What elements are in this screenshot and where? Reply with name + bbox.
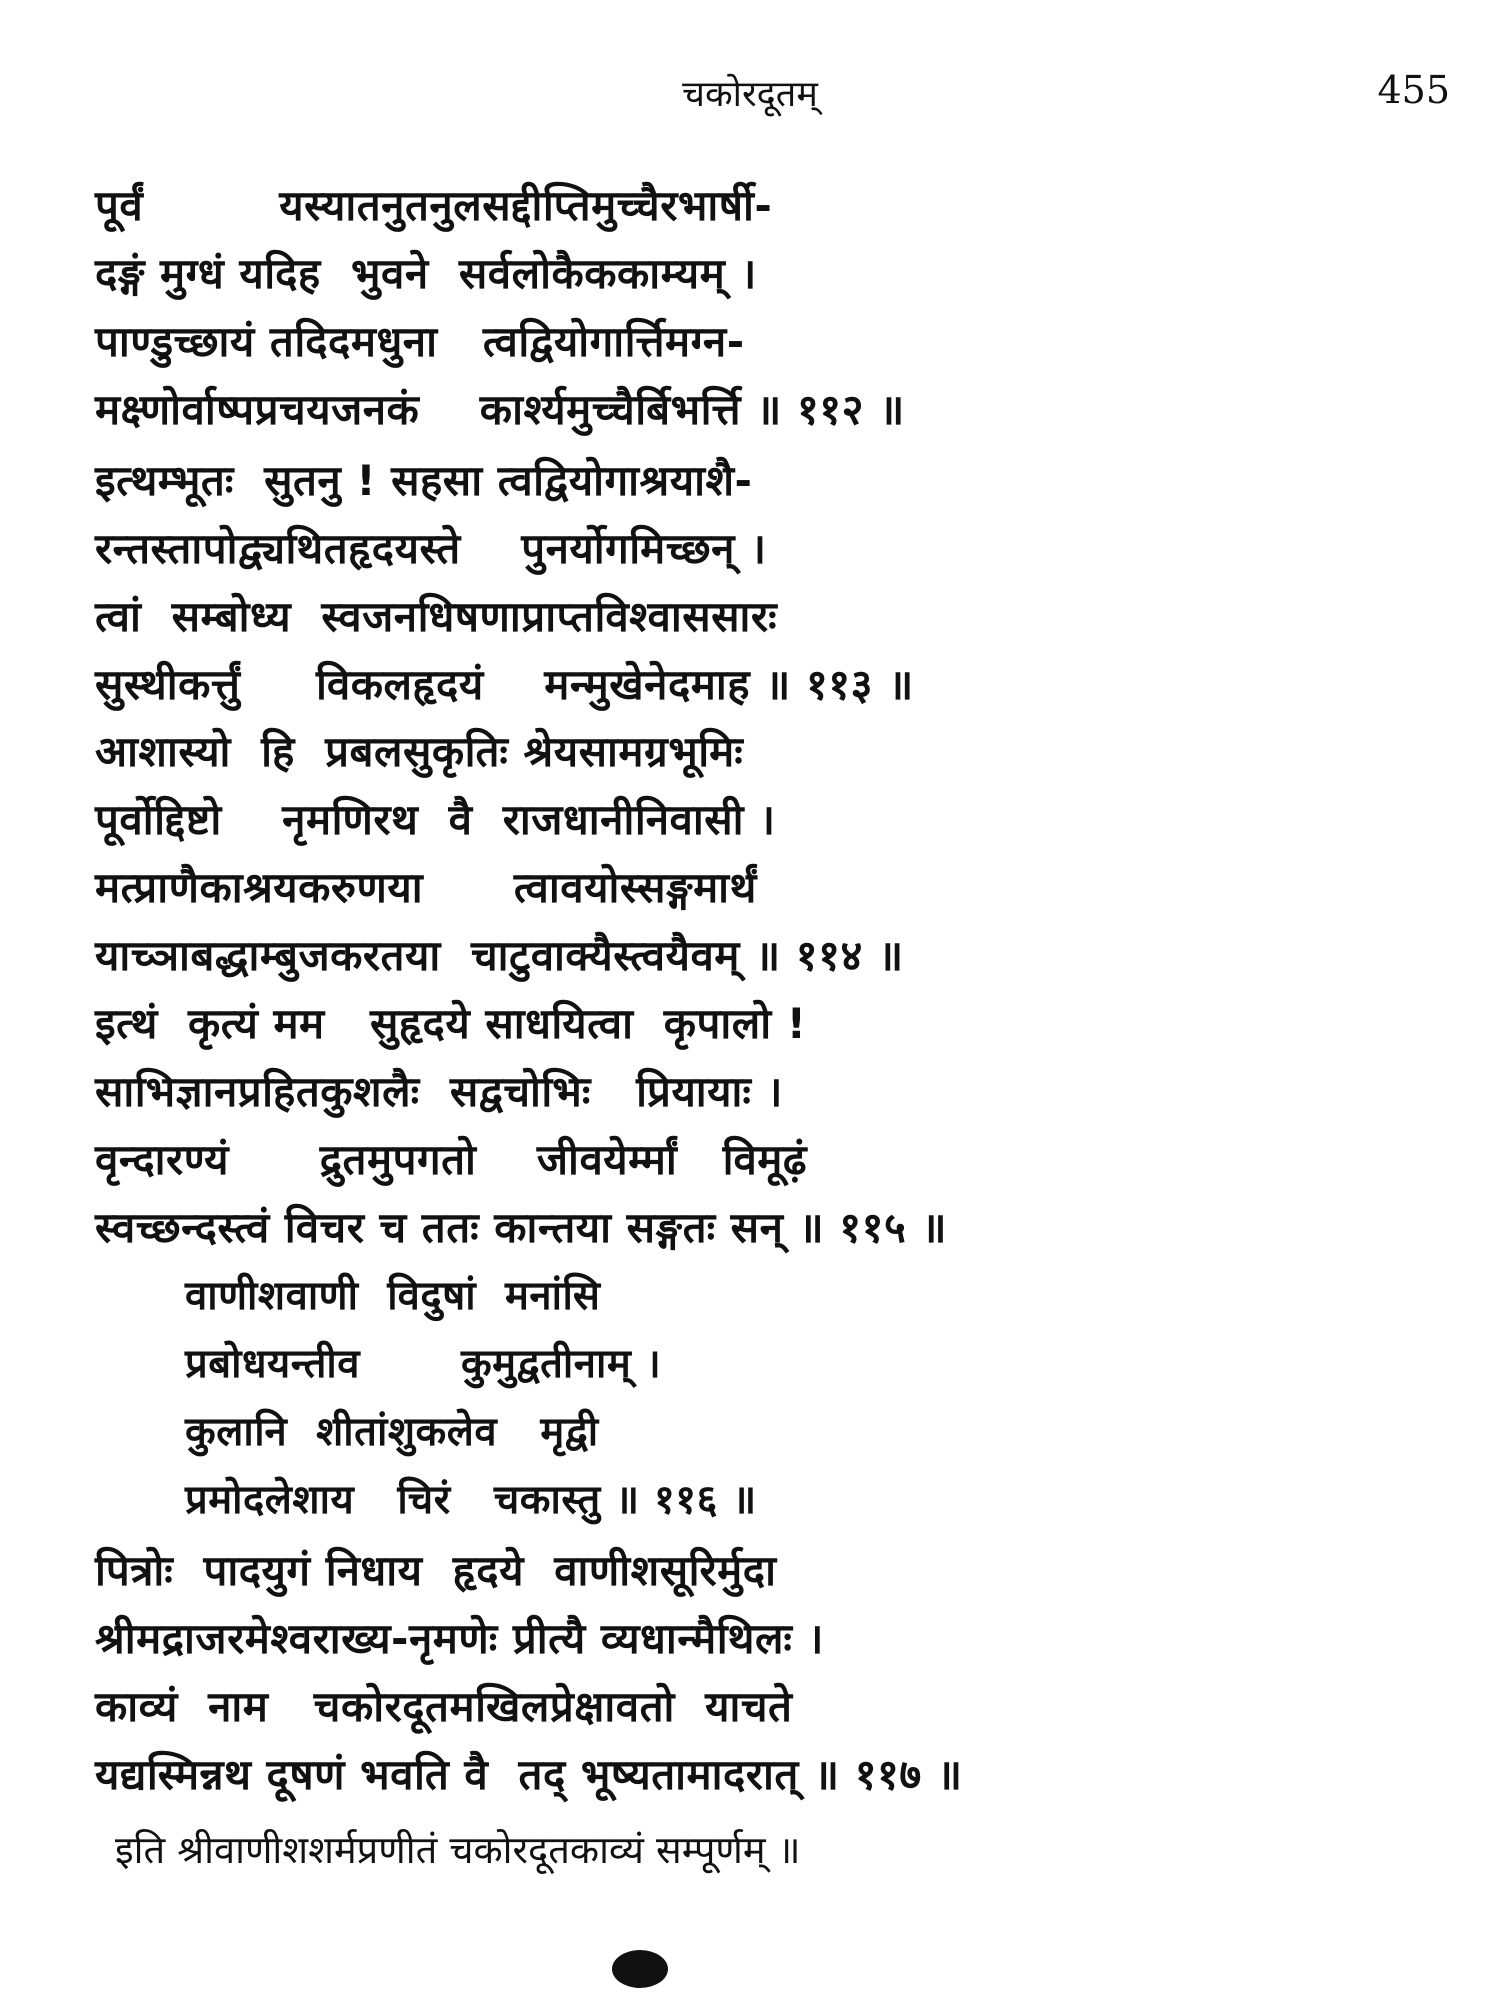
page-number: 455 — [1377, 68, 1450, 112]
verse-line: इत्थं कृत्यं मम सुहृदये साधयित्वा कृपालो ! — [95, 999, 807, 1048]
verse-line: कुलानि शीतांशुकलेव मृद्वी — [185, 1409, 599, 1455]
verse-line: प्रबोधयन्तीव कुमुद्वतीनाम् । — [185, 1341, 662, 1387]
colophon: इति श्रीवाणीशशर्मप्रणीतं चकोरदूतकाव्यं सम्पूर्णम् ॥ — [115, 1828, 801, 1872]
verse-line: याच्ञाबद्धाम्बुजकरतया चाटुवाक्यैस्त्वयैवम् ॥ ११४ ॥ — [95, 931, 904, 980]
verse-line: मत्प्राणैकाश्रयकरुणया त्वावयोस्सङ्गमार्थं — [95, 863, 757, 912]
verse-line: पाण्डुच्छायं तदिदमधुना त्वद्वियोगार्त्तिमग्न- — [95, 317, 745, 366]
verse-line: साभिज्ञानप्रहितकुशलैः सद्वचोभिः प्रियायाः । — [95, 1067, 783, 1116]
verse-line: रन्तस्तापोद्व्यथितहृदयस्ते पुनर्योगमिच्छन् । — [95, 524, 767, 573]
verse-line: पूर्वं यस्यातनुतनुलसद्दीप्तिमुच्चैरभार्षी- — [95, 181, 773, 230]
verse-114 — [95, 718, 1445, 990]
ornament-dot — [612, 1950, 668, 1988]
verse-115 — [95, 990, 1445, 1262]
verse-line: त्वां सम्बोध्य स्वजनधिषणाप्राप्तविश्वाससारः — [95, 592, 778, 641]
verse-line: प्रमोदलेशाय चिरं चकास्तु ॥ ११६ ॥ — [185, 1477, 757, 1523]
verse-line: यद्यस्मिन्नथ दूषणं भवति वै तद् भूष्यतामादरात् ॥ ११७ ॥ — [95, 1750, 963, 1799]
verse-line: वाणीशवाणी विदुषां मनांसि — [185, 1273, 601, 1319]
verse-line: मक्ष्णोर्वाष्पप्रचयजनकं कार्श्यमुच्चैर्बिभर्त्ति ॥ ११२ ॥ — [95, 385, 905, 434]
verse-line: आशास्यो हि प्रबलसुकृतिः श्रेयसामग्रभूमिः — [95, 727, 744, 776]
verse-116 — [185, 1262, 1500, 1534]
verse-113 — [95, 447, 1445, 719]
verse-line: पूर्वोद्दिष्टो नृमणिरथ वै राजधानीनिवासी । — [95, 795, 776, 844]
verse-line: दङ्गं मुग्धं यदिह भुवने सर्वलोकैककाम्यम् । — [95, 249, 757, 298]
verse-line: काव्यं नाम चकोरदूतमखिलप्रेक्षावतो याचते — [95, 1682, 793, 1731]
verse-line: श्रीमद्राजरमेश्वराख्य-नृमणेः प्रीत्यै व्यधान्मैथिलः । — [95, 1614, 824, 1663]
verse-line: इत्थम्भूतः सुतनु ! सहसा त्वद्वियोगाश्रयाशै- — [95, 456, 753, 505]
verse-117 — [95, 1537, 1445, 1809]
verse-112 — [95, 172, 1445, 444]
verse-line: स्वच्छन्दस्त्वं विचर च ततः कान्तया सङ्गतः सन् ॥ ११५ ॥ — [95, 1203, 948, 1252]
verse-line: सुस्थीकर्त्तुं विकलहृदयं मन्मुखेनेदमाह ॥ ११३ ॥ — [95, 660, 914, 709]
verse-line: वृन्दारण्यं द्रुतमुपगतो जीवयेर्म्मां विमूढ़ं — [95, 1135, 808, 1184]
running-title: चकोरदूतम् — [682, 74, 818, 115]
verse-line: पित्रोः पादयुगं निधाय हृदये वाणीशसूरिर्मुदा — [95, 1546, 777, 1595]
